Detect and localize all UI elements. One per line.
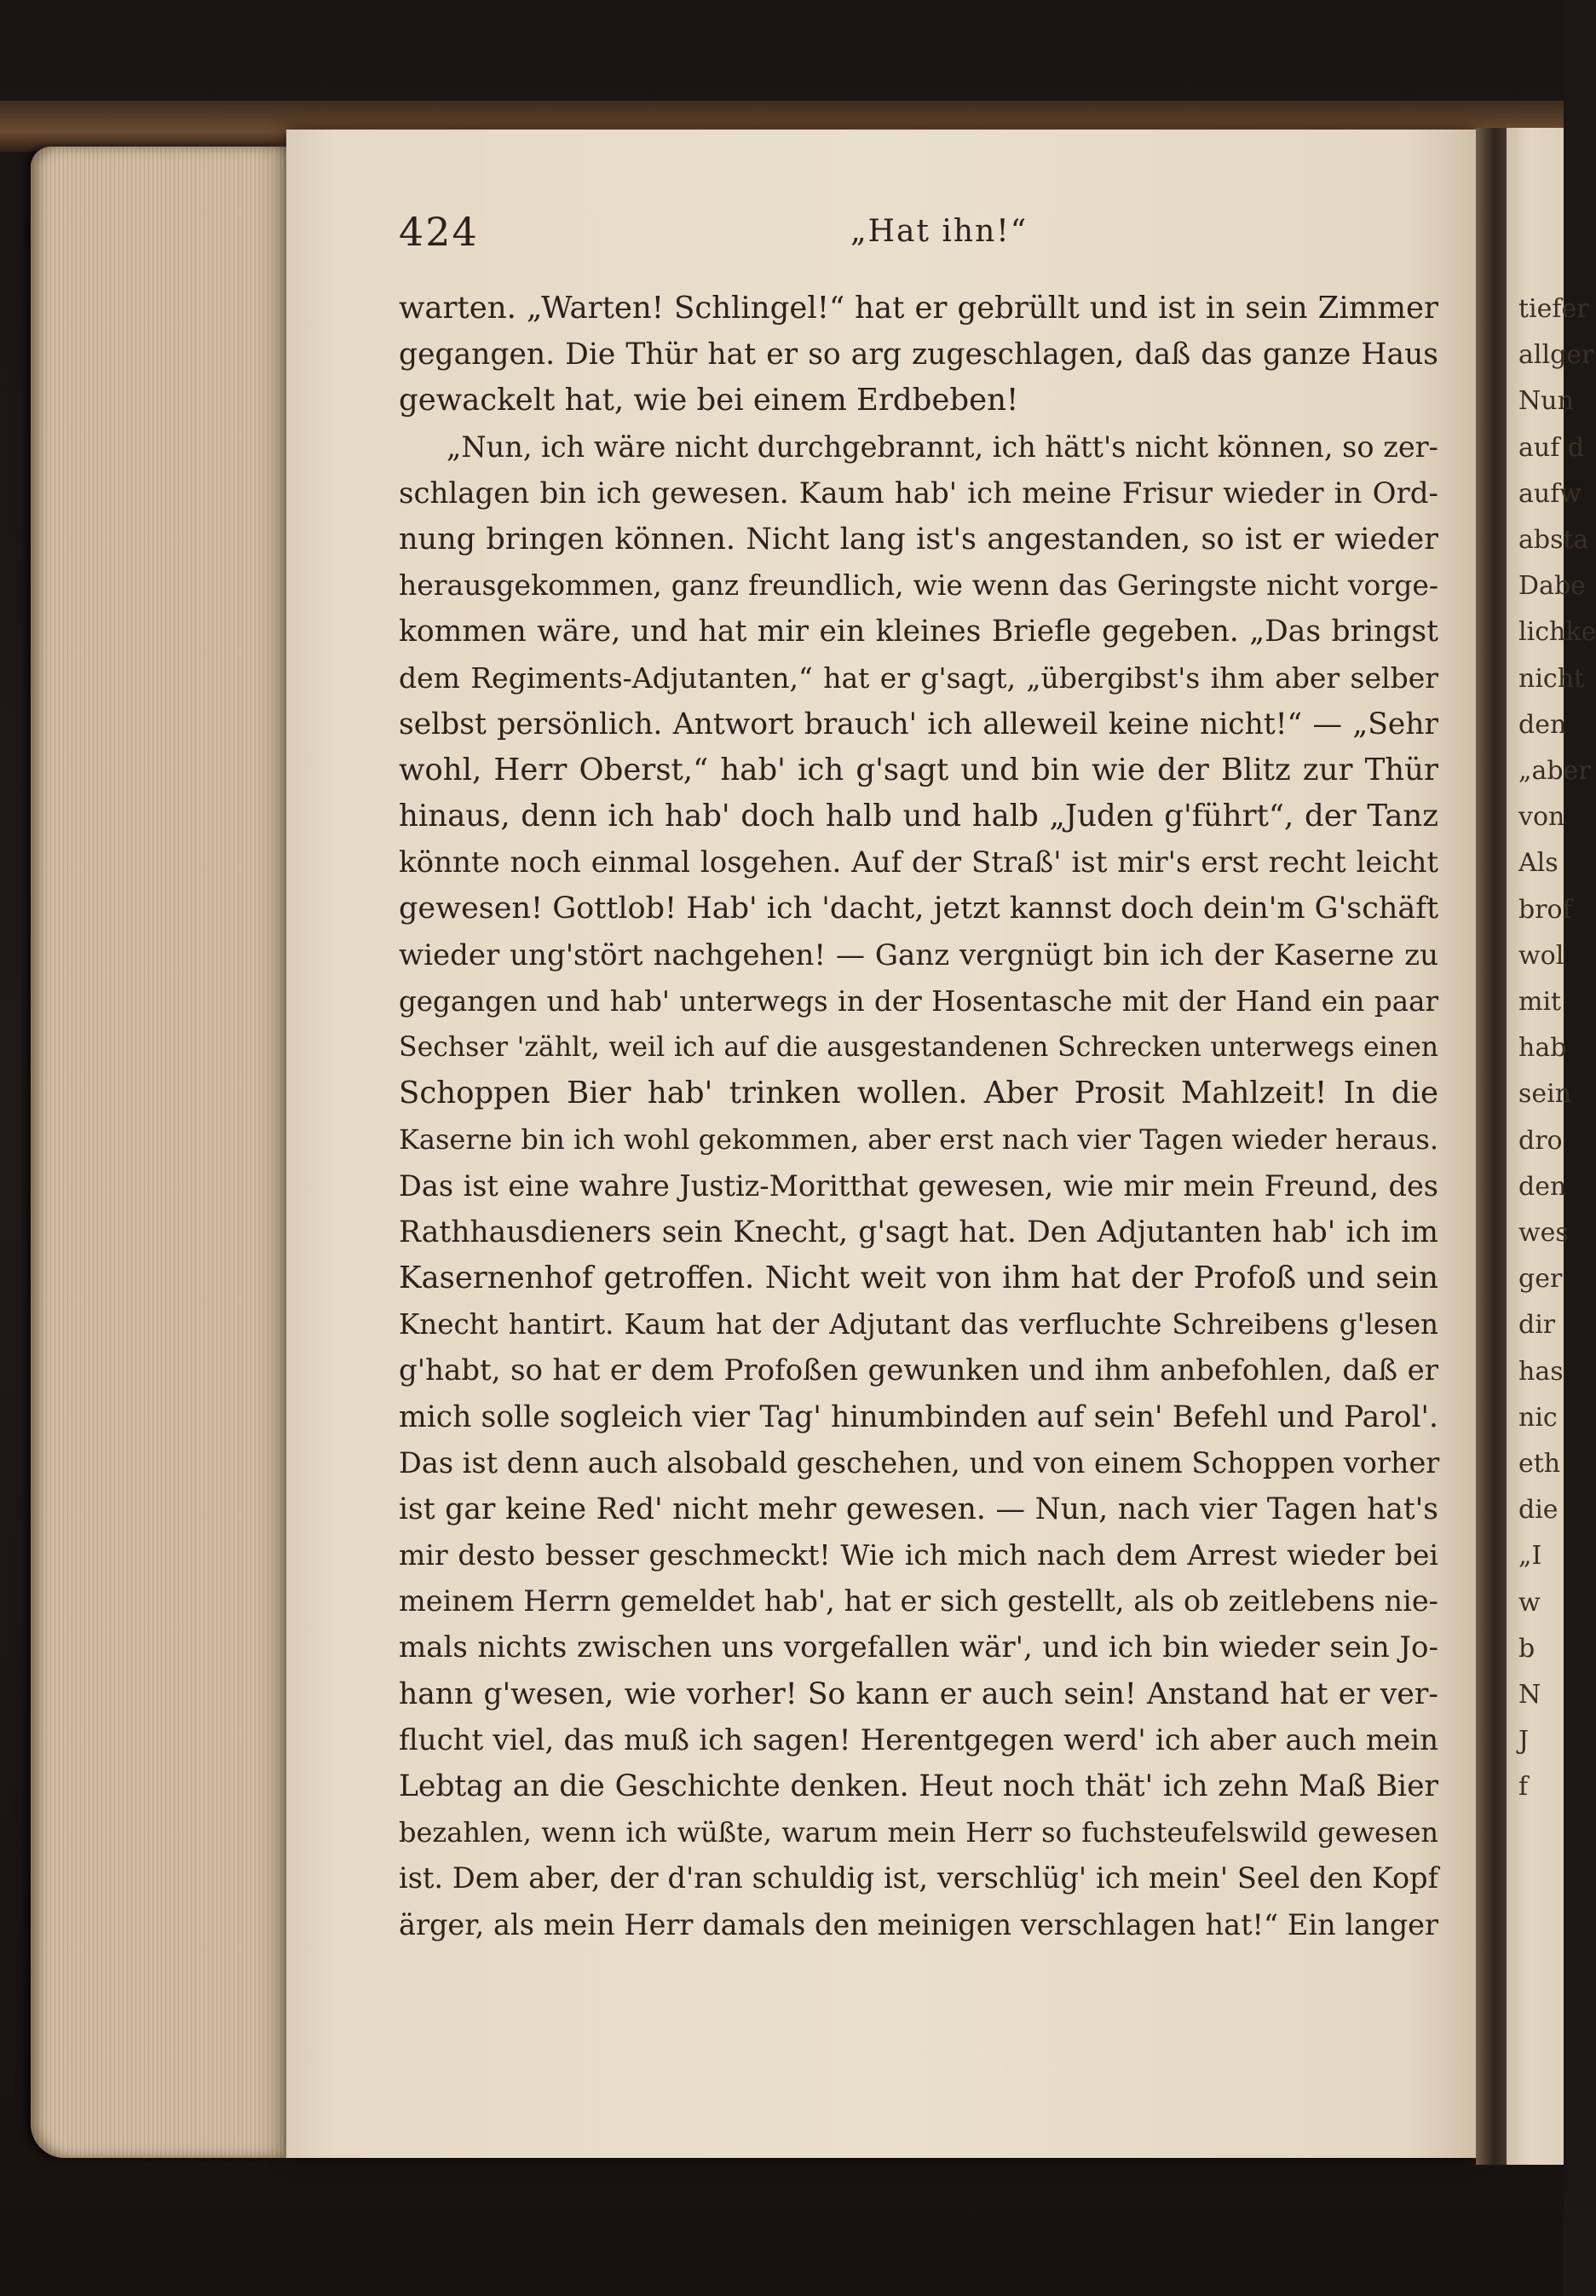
next-page-fragment: mit bbox=[1518, 987, 1562, 1017]
text-line: gewesen! Gottlob! Hab' ich 'dacht, jetzt kannst doch dein'm G'schäft bbox=[399, 891, 1439, 926]
text-line: könnte noch einmal losgehen. Auf der Straß' ist mir's erst recht leicht bbox=[399, 845, 1438, 880]
next-page-fragment: wol bbox=[1518, 940, 1564, 971]
next-page-fragment: N bbox=[1518, 1680, 1541, 1710]
text-line: schlagen bin ich gewesen. Kaum hab' ich meine Frisur wieder in Ord- bbox=[399, 476, 1438, 511]
text-line: Das ist eine wahre Justiz-Moritthat gewesen, wie mir mein Freund, des bbox=[399, 1168, 1438, 1203]
next-page-fragment: die bbox=[1518, 1495, 1559, 1526]
next-page-fragment: aufw bbox=[1518, 478, 1582, 509]
next-page-fragment: „aber bbox=[1518, 756, 1591, 786]
next-page-fragment: lichke bbox=[1518, 617, 1596, 648]
text-line: nung bringen können. Nicht lang ist's angestanden, so ist er wieder bbox=[399, 522, 1438, 557]
text-line: mich solle sogleich vier Tag' hinumbinden auf sein' Befehl und Parol'. bbox=[399, 1399, 1438, 1434]
text-line: Sechser 'zählt, weil ich auf die ausgestandenen Schrecken unterwegs einen bbox=[399, 1032, 1438, 1063]
page-body-text bbox=[399, 286, 1438, 1948]
text-line: wieder ung'stört nachgehen! — Ganz vergnügt bin ich der Kaserne zu bbox=[399, 937, 1438, 972]
next-page-fragment: von bbox=[1518, 802, 1565, 833]
text-line: hinaus, denn ich hab' doch halb und halb „Juden g'führt“, der Tanz bbox=[399, 799, 1438, 834]
book-gutter bbox=[1476, 128, 1507, 2165]
next-page-fragment: auf d bbox=[1518, 432, 1585, 463]
text-line: Kasernenhof getroffen. Nicht weit von ihm hat der Profoß und sein bbox=[399, 1260, 1438, 1295]
next-page-fragment: sein bbox=[1518, 1079, 1572, 1110]
next-page-fragment: „I bbox=[1518, 1541, 1542, 1572]
page-header bbox=[399, 209, 1438, 268]
text-line: gegangen. Die Thür hat er so arg zugeschlagen, daß das ganze Haus bbox=[399, 337, 1438, 372]
text-line: meinem Herrn gemeldet hab', hat er sich gestellt, als ob zeitlebens nie- bbox=[399, 1584, 1438, 1618]
next-page-fragment: w bbox=[1518, 1587, 1541, 1618]
next-page-fragment: allger bbox=[1518, 340, 1594, 371]
next-page-fragment: tiefer bbox=[1518, 294, 1589, 324]
text-line: bezahlen, wenn ich wüßte, warum mein Herr so fuchsteufelswild gewesen bbox=[399, 1816, 1438, 1849]
text-line: herausgekommen, ganz freundlich, wie wenn das Geringste nicht vorge- bbox=[399, 568, 1438, 603]
next-page-fragment: brof bbox=[1518, 894, 1572, 925]
text-line: warten. „Warten! Schlingel!“ hat er gebrüllt und ist in sein Zimmer bbox=[399, 291, 1438, 326]
next-page-edge bbox=[1507, 128, 1596, 2165]
page-edges-stack bbox=[31, 147, 286, 2158]
text-line: wohl, Herr Oberst,“ hab' ich g'sagt und bin wie der Blitz zur Thür bbox=[399, 752, 1438, 787]
text-line: kommen wäre, und hat mir ein kleines Briefle gegeben. „Das bringst bbox=[399, 614, 1438, 649]
next-page-fragment: b bbox=[1518, 1633, 1536, 1664]
next-page-fragment: eth bbox=[1518, 1449, 1561, 1479]
running-head: „Hat ihn!“ bbox=[850, 214, 1028, 249]
text-line: ist. Dem aber, der d'ran schuldig ist, verschlüg' ich mein' Seel den Kopf bbox=[399, 1861, 1438, 1895]
next-page-fragment: Nun bbox=[1518, 386, 1574, 417]
text-line: gewackelt hat, wie bei einem Erdbeben! bbox=[399, 383, 1019, 418]
next-page-fragment: Als bbox=[1518, 848, 1559, 879]
text-line: Lebtag an die Geschichte denken. Heut noch thät' ich zehn Maß Bier bbox=[399, 1769, 1438, 1803]
text-line: Das ist denn auch alsobald geschehen, und von einem Schoppen vorher bbox=[399, 1445, 1440, 1480]
text-line: ärger, als mein Herr damals den meinigen verschlagen hat!“ Ein langer bbox=[399, 1907, 1438, 1941]
text-line: Schoppen Bier hab' trinken wollen. Aber Prosit Mahlzeit! In die bbox=[399, 1076, 1438, 1111]
next-page-fragment: dir bbox=[1518, 1310, 1556, 1341]
text-line: Knecht hantirt. Kaum hat der Adjutant das verfluchte Schreibens g'lesen bbox=[399, 1308, 1438, 1341]
next-page-fragment: dro bbox=[1518, 1125, 1563, 1156]
text-line: selbst persönlich. Antwort brauch' ich alleweil keine nicht!“ — „Sehr bbox=[399, 707, 1438, 741]
next-page-fragment: den bbox=[1518, 709, 1567, 740]
next-page-fragment: has bbox=[1518, 1356, 1564, 1387]
next-page-fragment: nicht bbox=[1518, 663, 1585, 694]
text-line: mals nichts zwischen uns vorgefallen wär', und ich bin wieder sein Jo- bbox=[399, 1630, 1438, 1665]
next-page-fragment: hab bbox=[1518, 1033, 1567, 1064]
text-line: mir desto besser geschmeckt! Wie ich mich nach dem Arrest wieder bei bbox=[399, 1538, 1438, 1572]
next-page-fragment: ger bbox=[1518, 1264, 1563, 1295]
text-line: dem Regiments-Adjutanten,“ hat er g'sagt, „übergibst's ihm aber selber bbox=[399, 661, 1438, 695]
next-page-fragment: den bbox=[1518, 1171, 1567, 1202]
text-line: flucht viel, das muß ich sagen! Herentgegen werd' ich aber auch mein bbox=[399, 1722, 1438, 1757]
text-line: Rathhausdieners sein Knecht, g'sagt hat. Den Adjutanten hab' ich im bbox=[399, 1214, 1438, 1249]
next-page-fragment: Dabe bbox=[1518, 571, 1586, 602]
page-number: 424 bbox=[399, 209, 479, 255]
text-line: „Nun, ich wäre nicht durchgebrannt, ich hätt's nicht können, so zer- bbox=[447, 430, 1438, 464]
text-line: gegangen und hab' unterwegs in der Hosentasche mit der Hand ein paar bbox=[399, 984, 1438, 1018]
next-page-fragment: wes bbox=[1518, 1218, 1569, 1248]
text-line: Kaserne bin ich wohl gekommen, aber erst nach vier Tagen wieder heraus. bbox=[399, 1123, 1438, 1157]
text-line: ist gar keine Red' nicht mehr gewesen. — Nun, nach vier Tagen hat's bbox=[399, 1491, 1438, 1526]
next-page-fragment: absta bbox=[1518, 525, 1589, 555]
next-page-fragment: f bbox=[1518, 1772, 1529, 1803]
next-page-fragment: J bbox=[1518, 1726, 1530, 1757]
text-line: hann g'wesen, wie vorher! So kann er auch sein! Anstand hat er ver- bbox=[399, 1676, 1438, 1711]
next-page-fragment: nic bbox=[1518, 1402, 1558, 1433]
text-line: g'habt, so hat er dem Profoßen gewunken und ihm anbefohlen, daß er bbox=[399, 1353, 1438, 1388]
